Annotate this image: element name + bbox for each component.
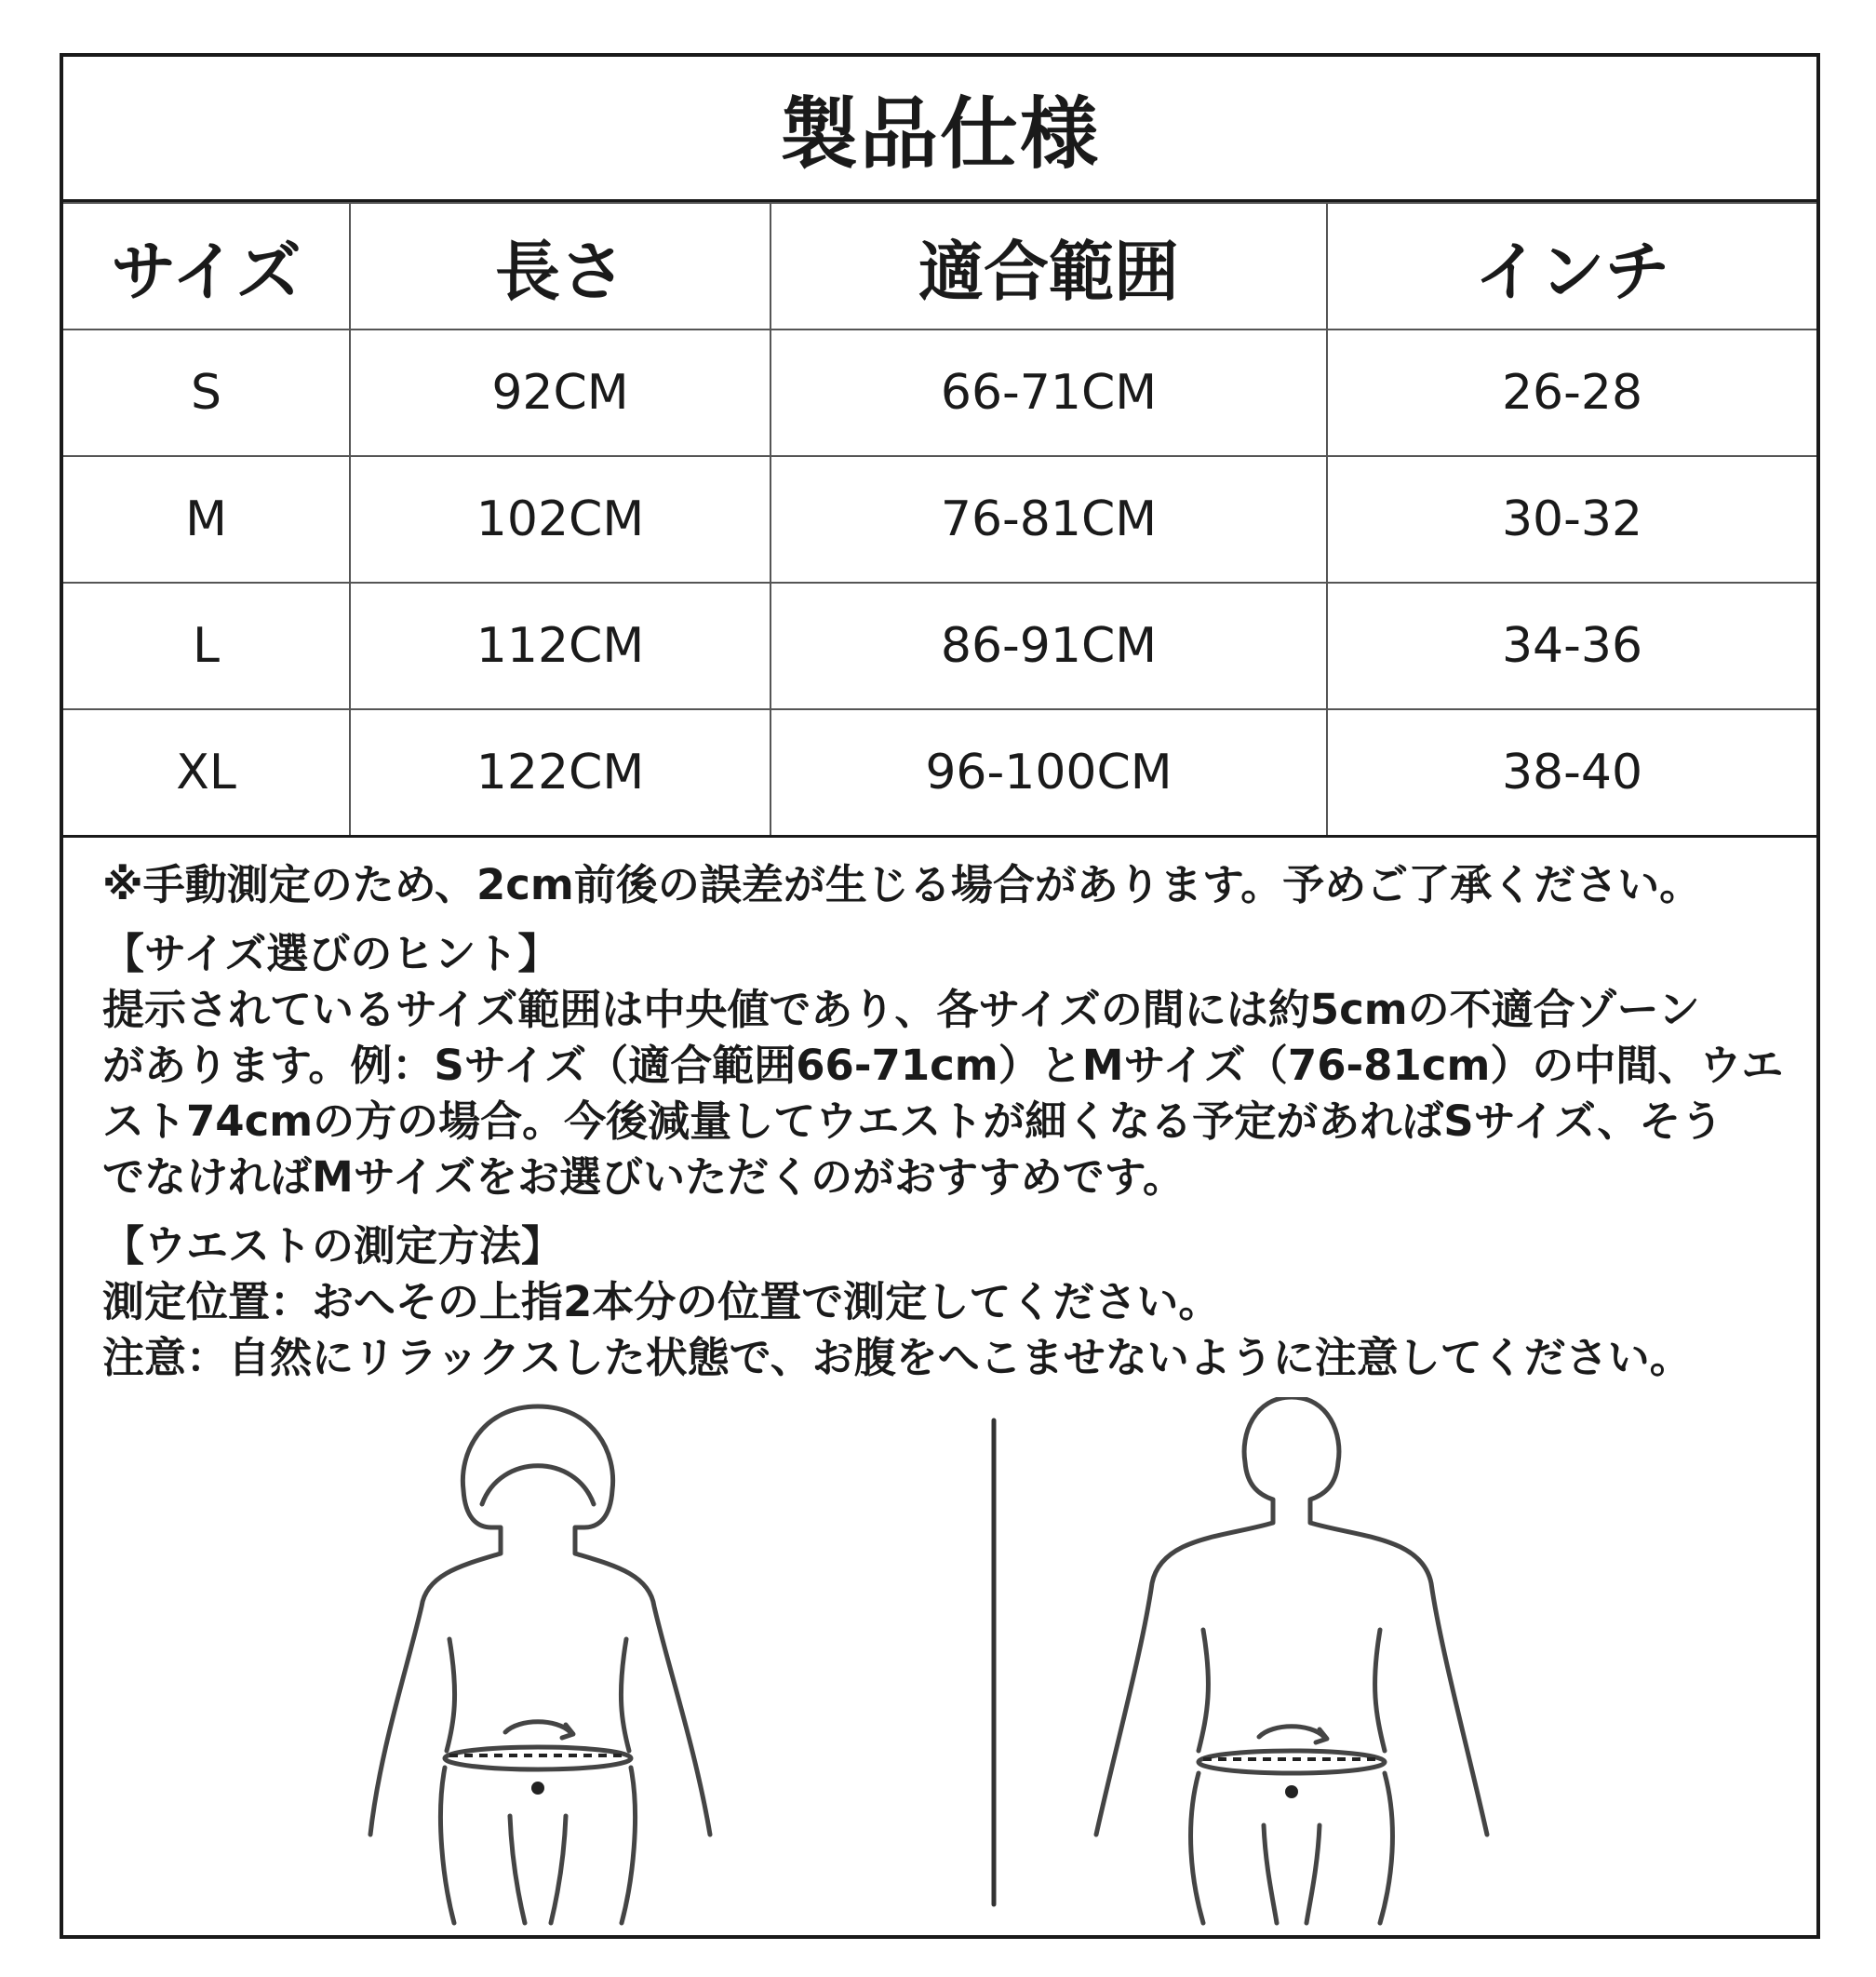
page-title: 製品仕様 [63, 57, 1816, 202]
cell-size: XL [63, 709, 350, 837]
table-row [63, 330, 1816, 456]
cell-length: 92CM [350, 330, 770, 456]
measure-line: 測定位置：おへその上指2本分の位置で測定してください。 [102, 1277, 1221, 1326]
header-inch: インチ [1327, 203, 1816, 330]
figures-illustration [342, 1397, 1682, 1928]
header-fit-range: 適合範囲 [770, 203, 1327, 330]
cell-inch: 26-28 [1327, 330, 1816, 456]
cell-length: 122CM [350, 709, 770, 837]
table-header-row [63, 203, 1816, 330]
cell-size: L [63, 583, 350, 709]
cell-inch: 30-32 [1327, 456, 1816, 583]
cell-size: M [63, 456, 350, 583]
male-waist-figure-icon [1096, 1397, 1487, 1923]
table-row [63, 583, 1816, 709]
header-size: サイズ [63, 203, 350, 330]
disclaimer-text: ※手動測定のため、2cm前後の誤差が生じる場合があります。予めご了承ください。 [102, 860, 1702, 909]
table-row [63, 456, 1816, 583]
cell-fit-range: 96-100CM [770, 709, 1327, 837]
hint-heading: 【サイズ選びのヒント】 [102, 929, 560, 978]
male-navel-dot [1285, 1785, 1298, 1798]
cell-length: 102CM [350, 456, 770, 583]
hint-line: スト74cmの方の場合。今後減量してウエストが細くなる予定があればSサイズ、そう [102, 1096, 1723, 1146]
cell-size: S [63, 330, 350, 456]
female-waist-figure-icon [370, 1406, 710, 1923]
header-length: 長さ [350, 203, 770, 330]
measure-line: 注意：自然にリラックスした状態で、お腹をへこませないように注意してください。 [102, 1333, 1692, 1382]
cell-length: 112CM [350, 583, 770, 709]
spec-sheet-frame [60, 53, 1820, 1939]
cell-fit-range: 86-91CM [770, 583, 1327, 709]
cell-inch: 34-36 [1327, 583, 1816, 709]
cell-inch: 38-40 [1327, 709, 1816, 837]
table-row [63, 709, 1816, 837]
hint-line: があります。例：Sサイズ（適合範囲66-71cm）とMサイズ（76-81cm）の中間、ウエ [102, 1041, 1784, 1090]
hint-line: 提示されているサイズ範囲は中央値であり、各サイズの間には約5cmの不適合ゾーン [102, 985, 1700, 1034]
hint-line: でなければMサイズをお選びいただくのがおすすめです。 [102, 1152, 1186, 1202]
cell-fit-range: 76-81CM [770, 456, 1327, 583]
female-navel-dot [531, 1782, 544, 1795]
measure-heading: 【ウエストの測定方法】 [102, 1221, 564, 1271]
size-table [63, 202, 1816, 838]
cell-fit-range: 66-71CM [770, 330, 1327, 456]
notes-section [102, 857, 1796, 1386]
waist-measurement-figures [342, 1397, 1682, 1928]
